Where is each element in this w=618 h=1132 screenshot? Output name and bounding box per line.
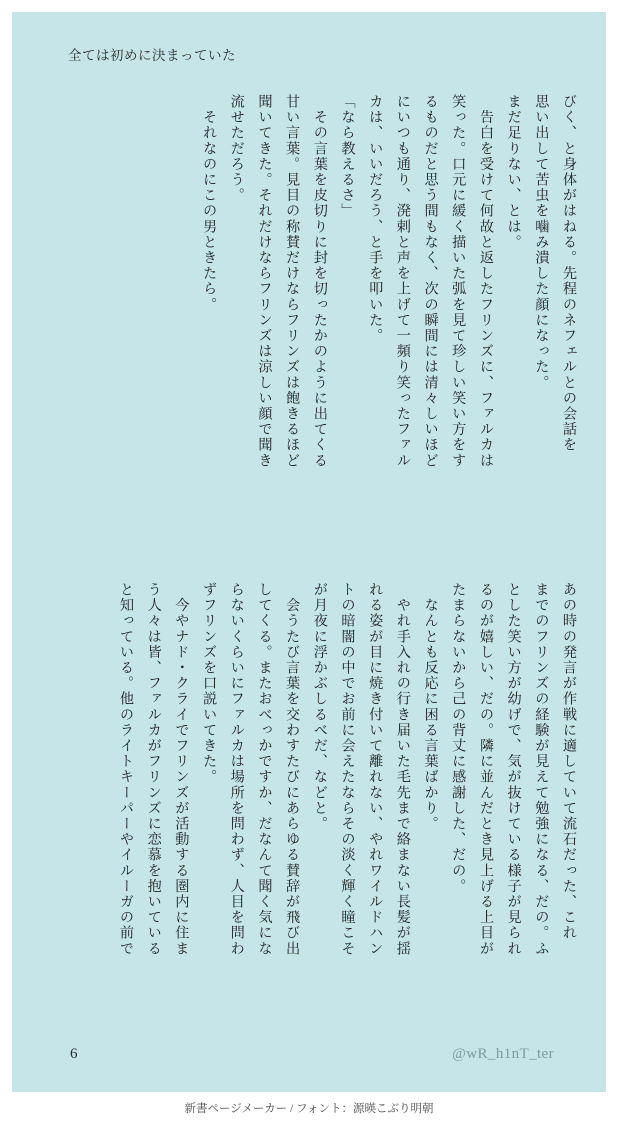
- text-column: あの時の発言が作戦に適していて流石だった、これ: [561, 582, 577, 941]
- text-column: が月夜に浮かぶしるべだ、などと。: [311, 582, 328, 832]
- text-column: 会うたび言葉を交わすたびにあらゆる賛辞が飛び出: [284, 582, 301, 957]
- text-column: まだ足りない、とは。: [505, 94, 522, 250]
- text-column: と知っている。他のライトキーパーやイルーガの前で: [118, 582, 134, 957]
- text-column: ずフリンズを口説いてきた。: [201, 582, 218, 785]
- text-column: びく、と身体がはねる。先程のネフェルとの会話を: [561, 94, 577, 453]
- text-column: 今やナド・クライでフリンズが活動する圏内に住ま: [173, 582, 190, 957]
- text-column: るのが嬉しい、だの。隣に並んだとき見上げる上目が: [477, 582, 494, 957]
- text-column: るものだと思う間もなく、次の瞬間には清々しいほど: [422, 94, 439, 469]
- text-column: カは、いいだろう、と手を叩いた。: [367, 94, 384, 344]
- text-column: 甘い言葉。見目の称賛だけならフリンズは飽きるほど: [284, 94, 301, 469]
- text-column: たまらないから己の背丈に感謝した、だの。: [450, 582, 467, 894]
- text-column: 流せただろう。: [228, 94, 245, 204]
- text-column: とした笑い方が幼げで、気が抜けている様子が見られ: [505, 582, 522, 957]
- column-group-lower: [111, 582, 582, 1037]
- text-column: らないくらいにファルカは場所を問わず、人目を問わ: [228, 582, 245, 957]
- text-column: れる姿が目に焼き付いて離れない、やれワイルドハン: [367, 582, 384, 957]
- text-block-upper: [52, 94, 582, 549]
- text-column: その言葉を皮切りに封を切ったかのように出てくる: [311, 94, 328, 469]
- text-column: なんとも反応に困る言葉ばかり。: [422, 582, 439, 832]
- text-column: 笑った。口元に緩く描いた弧を見て珍しい笑い方をす: [450, 94, 467, 469]
- text-column: トの暗闇の中でお前に会えたならその淡く輝く瞳こそ: [339, 582, 356, 957]
- text-column: してくる。またおべっかですか、だなんて聞く気にな: [256, 582, 273, 957]
- author-handle: @wR_h1nT_ter: [452, 1046, 554, 1062]
- column-group-upper: [194, 94, 582, 549]
- footer-credit: 新書ページメーカー / フォント：源暎こぶり明朝: [184, 1103, 434, 1115]
- text-column: 思い出して苦虫を噛み潰した顔になった。: [533, 94, 550, 391]
- text-column: 告白を受けて何故と返したフリンズに、ファルカは: [477, 94, 494, 469]
- page-title: 全ては初めに決まっていた: [68, 48, 236, 63]
- text-block-lower: [52, 582, 582, 1037]
- text-column: それなのにこの男ときたら。: [201, 94, 218, 313]
- text-column: 聞いてきた。それだけならフリンズは涼しい顔で聞き: [256, 94, 273, 469]
- text-column: う人々は皆、ファルカがフリンズに恋慕を抱いている: [145, 582, 162, 957]
- paper-sheet: [12, 12, 606, 1092]
- text-column: やれ手入れの行き届いた毛先まで絡まない長髪が揺: [394, 582, 411, 957]
- text-column: までのフリンズの経験が見えて勉強になる、だの。ふ: [533, 582, 550, 957]
- page-number: 6: [70, 1046, 78, 1062]
- text-column: 「なら教えるさ」: [339, 94, 356, 219]
- text-column: にいつも通り、溌剌と声を上げて一頻り笑ったファル: [394, 94, 411, 469]
